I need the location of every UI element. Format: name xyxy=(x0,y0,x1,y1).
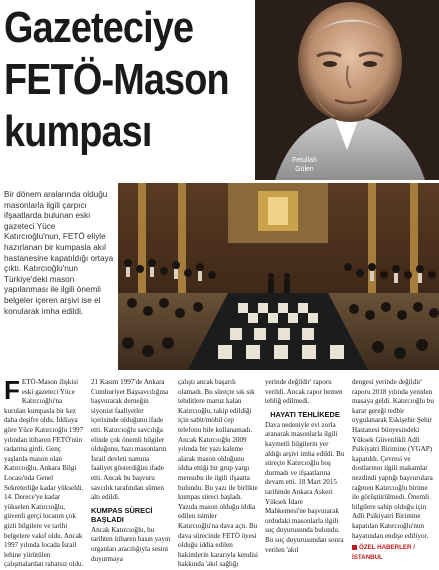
column-4-text: yerinde değildir' raporu verildi. Ancak rapor hemen tebliğ edilmedi. xyxy=(265,378,343,406)
caption-line-2: Gülen xyxy=(295,166,314,173)
subheading-hayati: HAYATI TEHLİKEDE xyxy=(270,409,340,419)
column-3-text: çalıştı ancak başarılı olamadı. Bu süreçte sık sık tehditlere maruz kalan Katırcıoğlu, takip edildiği için sabit/mobil cep telefonu bile kullanamadı. Ancak Katırcıoğlu 2009 yılında bir yazı kaleme alarak mason olduğunu iddia ettiği bir grup yargı mensubu ile ilgili ifşaatta bulundu. Bu yazı ile birlikte kumpas süreci başladı. Yazıda mason olduğu iddia edilen isimler Katırcıoğlu'na dava açtı. Bu dava sürecinde FETÖ üyesi olduğu iddia edilen hakimlerin kararıyla kendisi hakkında 'akıl sağlığı xyxy=(178,378,258,569)
column-2-text-2: Ancak Katırcıoğlu, bu tarihten itibaren basın yayın organları aracılığıyla sesini duyurmaya xyxy=(91,525,171,563)
person-portrait-icon xyxy=(255,0,439,180)
photo-caption xyxy=(292,156,317,174)
article-column-4 xyxy=(265,378,345,555)
article-column-5 xyxy=(352,378,436,562)
drop-cap: F xyxy=(4,375,20,405)
masonic-lodge-hall-icon xyxy=(118,183,439,370)
headline xyxy=(4,3,264,156)
byline-text: ÖZEL HABERLER / İSTANBUL xyxy=(352,544,415,561)
column-2-text: 21 Kasım 1997'de Ankara Cumhuriyet Başsavcılığına başvurarak derneğin siyonist faaliyetler içerisinde olduğunu ifade etti. Katırcıoğlu savcılığa elinde çok önemli bilgiler olduğunu, bazı masonların İsrail devleti namına faaliyet gösterdiğini ifade etti. Ancak bu başvuru savcılık tarafından sümen altı edildi. xyxy=(91,378,169,502)
subheading-kumpas: KUMPAS SÜRECİ BAŞLADI xyxy=(91,505,153,524)
column-4-text-2: Dava nedeniyle evi zorla aranarak masonlarla ilgili kaymetli bilgilerin yer aldığı arşivi imha edildi. Bu süreçte Katırcıoğlu boş durmadı ve ifşaatlarına devam etti. 18 Mart 2015 tarihinde Ankara Askeri Yüksek İdare Mahkemesi'ne başvurarak ordudaki masonlarla ilgili suç duyurusunda bulundu. Bu suç duyurusundan sonra verilen 'akıl xyxy=(265,420,345,554)
byline xyxy=(352,543,436,562)
headline-line-2: FETÖ-Mason xyxy=(4,55,229,104)
intro-text: Bir dönem aralarında olduğu masonlarla ilgili çarpıcı ifşaatlarda bulunan eski gazeteci Yüce Katırcıoğlu'nun, FETÖ eliyle hazırlanan bir kumpasla akıl hastanesine kapatıldığı ortaya çıktı. Katırcıoğlu'nun Türkiye'deki mason yapılanması ile ilgili önemli belgeler içeren arşivi ise el konularak imha edildi. xyxy=(4,190,114,316)
portrait-photo xyxy=(255,0,439,180)
headline-line-1: Gazeteciye xyxy=(4,3,194,52)
column-5-text: dengesi yerinde değildir' raporu 2018 yılında yeniden masaya geldi. Katırcıoğlu bu karar gereği tedbir uygulanarak Eskişehir Şehir Hastanesi bünyesindeki Yüksek Güvenlikli Adli Psikiyatri Birimine (YGAP) kapatıldı. Çevresi ve dostlarının ilgili makamlar nezdindi yaptığı başvurulara rağmen Katırcıoğlu birime ile görüştürülmedi. Önemli bilgilere sahip olduğu için Adli Psikiyatri Birimine kapatılan Katırcıoğlu'nun hayatından endişe ediliyor. xyxy=(352,378,434,540)
lodge-hall-photo xyxy=(118,183,439,370)
column-1-text xyxy=(4,375,84,570)
article-column-3 xyxy=(178,378,258,570)
article-column-2 xyxy=(91,378,171,564)
article-column-1 xyxy=(4,375,84,570)
caption-line-1: Fetullah xyxy=(292,157,317,164)
intro-paragraph xyxy=(4,190,114,317)
column-1-body: ETÖ-Mason ilişkisi eski gazeteci Yüce Katırcıoğlu'na kurulan kumpasla bir kez daha deşifre oldu. İddiaya göre Yüce Katırcıoğlu 1997 yılından itibaren FETÖ'nün radarına girdi. Genç yaşlarda mason olan Katırcıoğlu, Ankara Bilgi Locası'nda Genel Sekreterliğe kadar yükseldi. 14. Derece'ye kadar yükselen Katırcıoğlu, güvenli gerçi locanın çok gizli bilgilere ve tarihi belgelere vakıf oldu. Ancak 1997 yılında locada İsrail lehine yürütülen çalışmalardan rahatsız oldu. xyxy=(4,378,84,569)
red-square-icon xyxy=(352,545,357,550)
headline-line-3: kumpası xyxy=(4,107,152,156)
